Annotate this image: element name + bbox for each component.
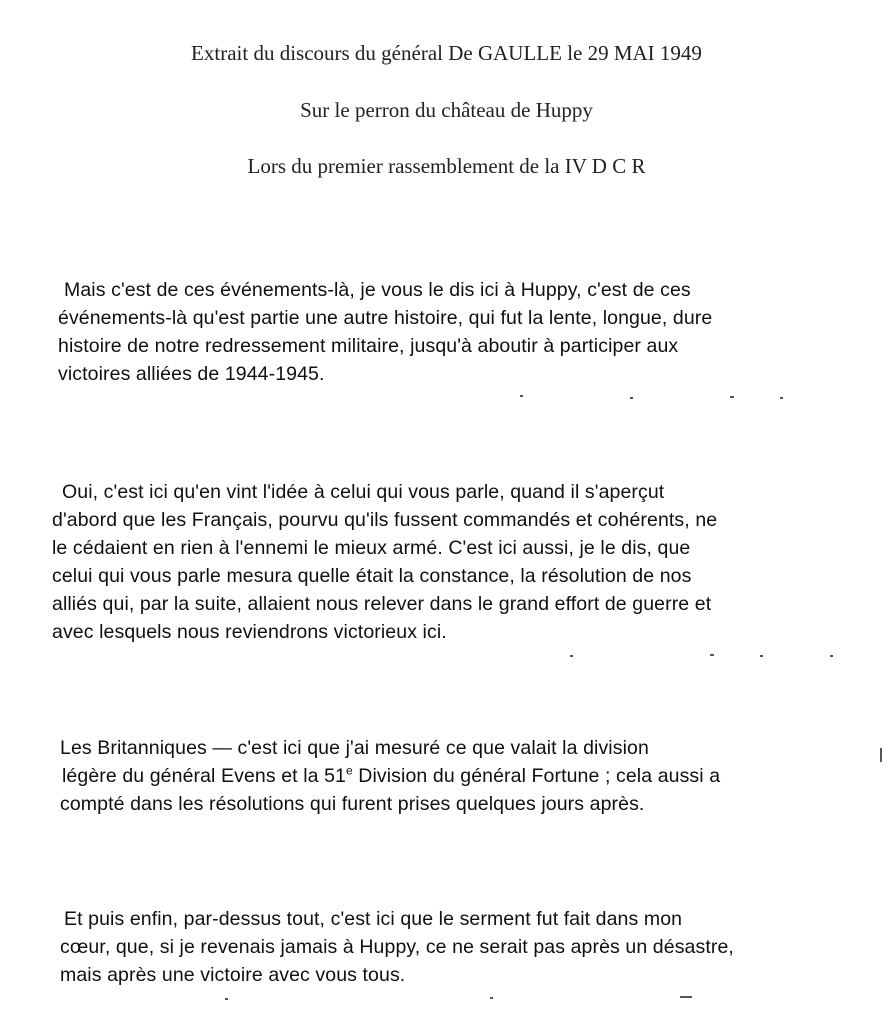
paragraph-line: victoires alliées de 1944-1945. xyxy=(58,363,325,385)
scan-speck xyxy=(680,996,692,998)
scan-speck xyxy=(710,654,714,656)
paragraph-line: Mais c'est de ces événements-là, je vous le dis ici à Huppy, c'est de ces xyxy=(64,279,691,301)
speech-paragraph-4 xyxy=(60,905,860,989)
scan-speck xyxy=(225,998,228,1000)
header-title-line: Extrait du discours du général De GAULLE le 29 MAI 1949 xyxy=(191,41,702,65)
ordinal-superscript: e xyxy=(345,763,353,778)
paragraph-line: Et puis enfin, par-dessus tout, c'est ici que le serment fut fait dans mon xyxy=(64,908,683,930)
scan-speck xyxy=(730,396,734,398)
paragraph-line: Oui, c'est ici qu'en vint l'idée à celui qui vous parle, quand il s'aperçut xyxy=(62,481,665,503)
scan-speck xyxy=(880,748,882,762)
paragraph-line: cœur, que, si je revenais jamais à Huppy, ce ne serait pas après un désastre, xyxy=(60,936,734,958)
paragraph-line: celui qui vous parle mesura quelle était la constance, la résolution de nos xyxy=(52,565,692,587)
paragraph-line: compté dans les résolutions qui furent prises quelques jours après. xyxy=(60,793,645,815)
scan-speck xyxy=(760,655,763,657)
paragraph-line-part: légère du général Evens et la 51 xyxy=(62,765,346,787)
paragraph-line: Les Britanniques — c'est ici que j'ai mesuré ce que valait la division xyxy=(60,737,649,759)
speech-paragraph-1 xyxy=(58,276,858,388)
paragraph-line-part: Division du général Fortune ; cela aussi a xyxy=(352,765,721,787)
scan-speck xyxy=(490,997,493,999)
scan-speck xyxy=(830,655,833,657)
paragraph-line: le cédaient en rien à l'ennemi le mieux armé. C'est ici aussi, je le dis, que xyxy=(52,537,691,559)
paragraph-line: avec lesquels nous reviendrons victorieux ici. xyxy=(52,621,447,643)
paragraph-line: mais après une victoire avec vous tous. xyxy=(60,964,406,986)
scan-speck xyxy=(780,397,783,399)
scan-speck xyxy=(630,397,633,399)
paragraph-line: d'abord que les Français, pourvu qu'ils fussent commandés et cohérents, ne xyxy=(52,509,718,531)
paragraph-line xyxy=(60,762,860,790)
header-location-line: Sur le perron du château de Huppy xyxy=(300,98,593,122)
speech-paragraph-2 xyxy=(52,478,852,646)
paragraph-line: histoire de notre redressement militaire, jusqu'à aboutir à participer aux xyxy=(58,335,679,357)
speech-paragraph-3 xyxy=(60,734,860,818)
header-occasion-line: Lors du premier rassemblement de la IV D C R xyxy=(247,154,646,178)
scan-speck xyxy=(570,655,573,657)
paragraph-line: événements-là qu'est partie une autre histoire, qui fut la lente, longue, dure xyxy=(58,307,713,329)
paragraph-line: alliés qui, par la suite, allaient nous relever dans le grand effort de guerre et xyxy=(52,593,712,615)
scan-speck xyxy=(520,395,523,397)
